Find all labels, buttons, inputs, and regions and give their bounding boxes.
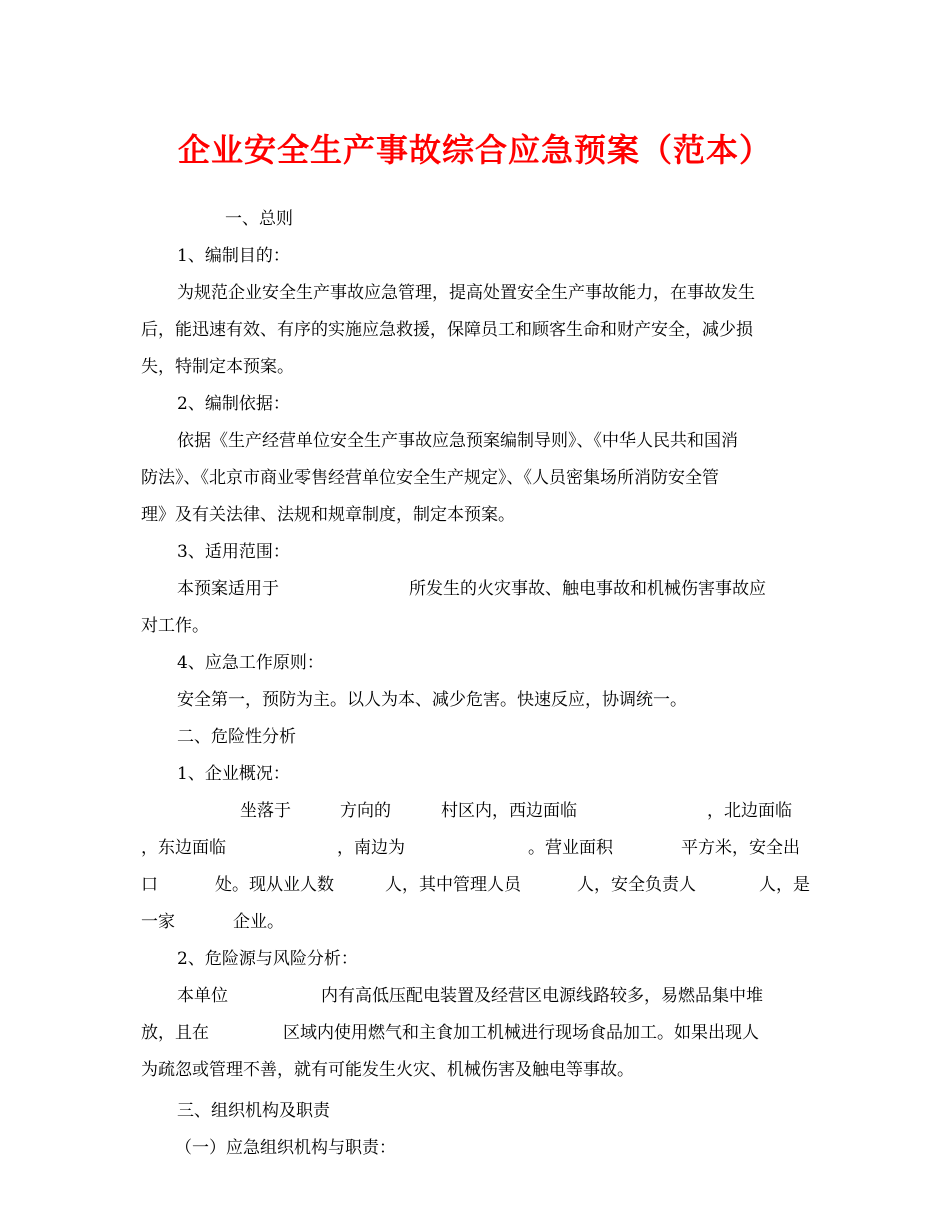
- text-fragment: 村区内，西边面临: [441, 801, 577, 821]
- paragraph-line: [141, 978, 811, 1015]
- text-fragment: ，北边面临: [707, 801, 792, 821]
- text-fragment: 人，其中管理人员: [385, 875, 521, 895]
- paragraph-line: 为规范企业安全生产事故应急管理，提高处置安全生产事故能力，在事故发生: [177, 283, 755, 303]
- text-fragment: 处。现从业人数: [215, 875, 334, 895]
- paragraph-line: 为疏忽或管理不善，就有可能发生火灾、机械伤害及触电等事故。: [141, 1060, 634, 1080]
- text-fragment: 坐落于: [240, 801, 291, 821]
- document-body: [141, 201, 811, 1167]
- paragraph-line: [141, 1015, 811, 1052]
- paragraph-line: [141, 830, 811, 867]
- text-fragment: 人，安全负责人: [577, 875, 696, 895]
- text-fragment: 方向的: [340, 801, 391, 821]
- text-fragment: 内有高低压配电装置及经营区电源线路较多，易燃品集中堆: [321, 986, 763, 1006]
- paragraph-line: [141, 867, 811, 904]
- subheading-purpose: 1、编制目的：: [177, 246, 290, 266]
- subheading-overview: 1、企业概况：: [177, 764, 290, 784]
- section-heading-risk: 二、危险性分析: [177, 727, 296, 747]
- text-fragment: 区域内使用燃气和主食加工机械进行现场食品加工。如果出现人: [283, 1023, 759, 1043]
- paragraph-line: 理》及有关法律、法规和规章制度，制定本预案。: [141, 505, 515, 525]
- paragraph-line: 防法》、《北京市商业零售经营单位安全生产规定》、《人员密集场所消防安全管: [141, 468, 719, 488]
- paragraph-line: 安全第一，预防为主。以人为本、减少危害。快速反应，协调统一。: [177, 690, 687, 710]
- paragraph-line: [141, 904, 811, 941]
- paragraph-line: 失，特制定本预案。: [141, 357, 294, 377]
- subheading-hazards: 2、危险源与风险分析：: [177, 949, 358, 969]
- paragraph-line: [141, 793, 811, 830]
- text-fragment: 一家: [141, 912, 175, 932]
- text-fragment: 。营业面积: [528, 838, 613, 858]
- paragraph-line: 后，能迅速有效、有序的实施应急救援，保障员工和顾客生命和财产安全，减少损: [141, 320, 753, 340]
- paragraph-line: 依据《生产经营单位安全生产事故应急预案编制导则》、《中华人民共和国消: [177, 431, 738, 451]
- text-fragment: 口: [141, 875, 158, 895]
- text-fragment: 本预案适用于: [177, 579, 279, 599]
- text-fragment: 本单位: [177, 986, 228, 1006]
- section-heading-organization: 三、组织机构及职责: [177, 1101, 330, 1121]
- text-fragment: 放，且在: [141, 1023, 209, 1043]
- text-fragment: ，东边面临: [141, 838, 226, 858]
- document-title: 企业安全生产事故综合应急预案（范本）: [177, 131, 772, 169]
- section-heading-general: 一、总则: [225, 209, 293, 229]
- subheading-basis: 2、编制依据：: [177, 394, 290, 414]
- text-fragment: 企业。: [233, 912, 284, 932]
- text-fragment: 平方米，安全出: [681, 838, 800, 858]
- paragraph-line: 对工作。: [141, 616, 209, 636]
- text-fragment: 所发生的火灾事故、触电事故和机械伤害事故应: [409, 579, 766, 599]
- paragraph-line: [141, 571, 811, 608]
- subheading-principles: 4、应急工作原则：: [177, 653, 324, 673]
- text-fragment: 人，是: [759, 875, 810, 895]
- subheading-scope: 3、适用范围：: [177, 542, 290, 562]
- text-fragment: ，南边为: [337, 838, 405, 858]
- subheading-emergency-org: （一）应急组织机构与职责：: [175, 1138, 396, 1158]
